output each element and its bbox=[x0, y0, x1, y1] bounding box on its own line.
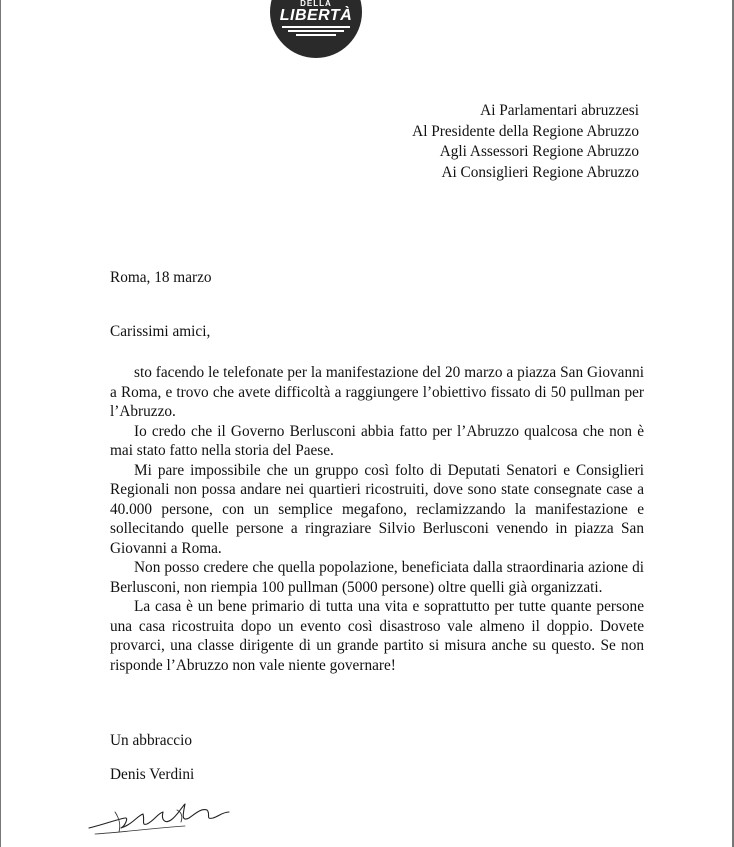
recipient-line: Ai Parlamentari abruzzesi bbox=[480, 102, 639, 119]
recipient-line: Ai Consiglieri Regione Abruzzo bbox=[441, 163, 639, 181]
logo-main-text: LIBERTÀ bbox=[279, 7, 353, 24]
place-date: Roma, 18 marzo bbox=[110, 269, 212, 286]
recipient-line: Agli Assessori Regione Abruzzo bbox=[439, 143, 639, 161]
party-logo bbox=[270, 0, 362, 58]
logo-stripe bbox=[296, 34, 336, 36]
logo-small-text: DELLA bbox=[300, 0, 332, 8]
body-paragraph: Mi pare impossibile che un gruppo così folto di Deputati Senatori e Consiglieri Regionali non possa andare nei quartieri ricostruiti, dove sono state consegnate case a 40.000 persone, con un semplice megafono, reclamizzando la manifestazione e sollecitando quelle persone a ringraziare Silvio Berlusconi venendo in piazza San Giovanni a Roma. bbox=[110, 461, 644, 557]
recipient-line: Al Presidente della Regione Abruzzo bbox=[412, 122, 639, 140]
logo-stripe bbox=[288, 30, 344, 32]
sender-name: Denis Verdini bbox=[110, 766, 195, 783]
recipients-block bbox=[412, 101, 639, 183]
salutation: Carissimi amici, bbox=[110, 323, 211, 340]
body-paragraph: La casa è un bene primario di tutta una vita e soprattutto per tutte quante persone una casa ricostruita dopo un evento così disastroso vale almeno il doppio. Dovete provarci, una classe dirigente di un grande partito si misura anche su questo. Se non risponde l’Abruzzo non vale niente governare! bbox=[110, 598, 644, 674]
logo-stripe bbox=[282, 26, 350, 28]
body-paragraph: Non posso credere che quella popolazione, beneficiata dalla straordinaria azione di Berlusconi, non riempia 100 pullman (5000 persone) oltre quelli già organizzati. bbox=[110, 559, 644, 596]
body-paragraph: sto facendo le telefonate per la manifestazione del 20 marzo a piazza San Giovanni a Roma, e trovo che avete difficoltà a raggiungere l’obiettivo fissato di 50 pullman per l’Abruzzo. bbox=[110, 364, 644, 420]
body-paragraph: Io credo che il Governo Berlusconi abbia fatto per l’Abruzzo qualcosa che non è mai stato fatto nella storia del Paese. bbox=[110, 422, 644, 459]
closing: Un abbraccio bbox=[110, 732, 192, 749]
handwritten-signature bbox=[85, 798, 235, 840]
letter-body bbox=[110, 363, 644, 675]
